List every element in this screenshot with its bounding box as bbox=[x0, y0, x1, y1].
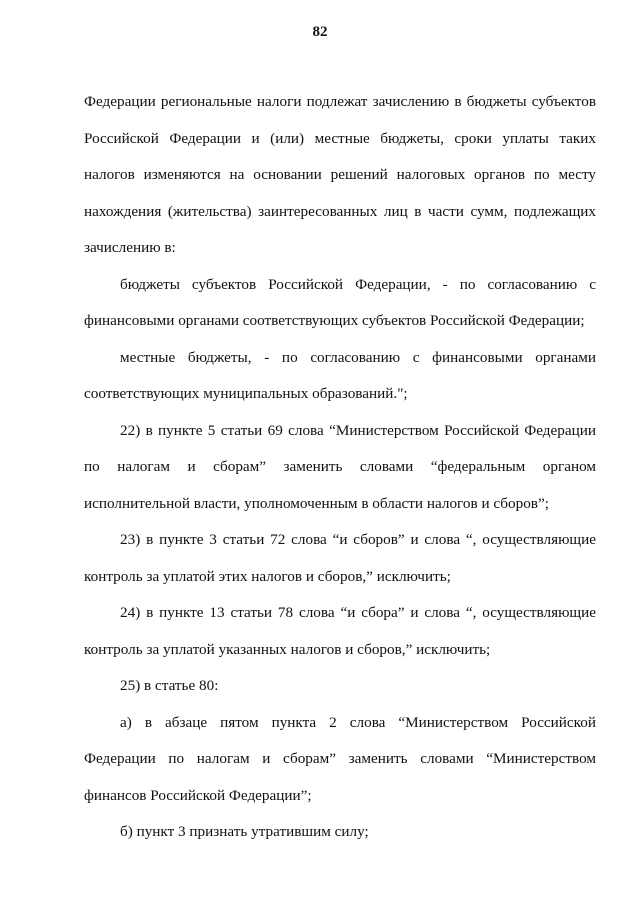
paragraph-item-24: 24) в пункте 13 статьи 78 слова “и сбора” и слова “, осуществляющие контроль за уплатой указанных налогов и сборов,” исключить; bbox=[84, 604, 596, 658]
paragraph-item-25: 25) в статье 80: bbox=[120, 677, 219, 694]
paragraph-item-25b: б) пункт 3 признать утратившим силу; bbox=[120, 823, 369, 840]
page-number: 82 bbox=[312, 24, 328, 40]
paragraph-local-budgets: местные бюджеты, - по согласованию с финансовыми органами соответствующих муниципальных образований."; bbox=[84, 348, 596, 402]
paragraph-item-22: 22) в пункте 5 статьи 69 слова “Министерством Российской Федерации по налогам и сборам” заменить словами “федеральным органом исполнительной власти, уполномоченным в области налогов и сборов”; bbox=[84, 421, 596, 512]
paragraph-regional-budgets: бюджеты субъектов Российской Федерации, - по согласованию с финансовыми органами соответствующих субъектов Российской Федерации; bbox=[84, 275, 596, 329]
paragraph-continuation: Федерации региональные налоги подлежат зачислению в бюджеты субъектов Российской Федерации и (или) местные бюджеты, сроки уплаты таких налогов изменяются на основании решений налоговых органов по месту нахождения (жительства) заинтересованных лиц в части сумм, подлежащих зачислению в: bbox=[84, 93, 596, 256]
paragraph-item-25a: а) в абзаце пятом пункта 2 слова “Министерством Российской Федерации по налогам и сборам” заменить словами “Министерством финансов Российской Федерации”; bbox=[84, 713, 596, 804]
document-body bbox=[84, 84, 596, 851]
paragraph-item-23: 23) в пункте 3 статьи 72 слова “и сборов” и слова “, осуществляющие контроль за уплатой этих налогов и сборов,” исключить; bbox=[84, 531, 596, 585]
